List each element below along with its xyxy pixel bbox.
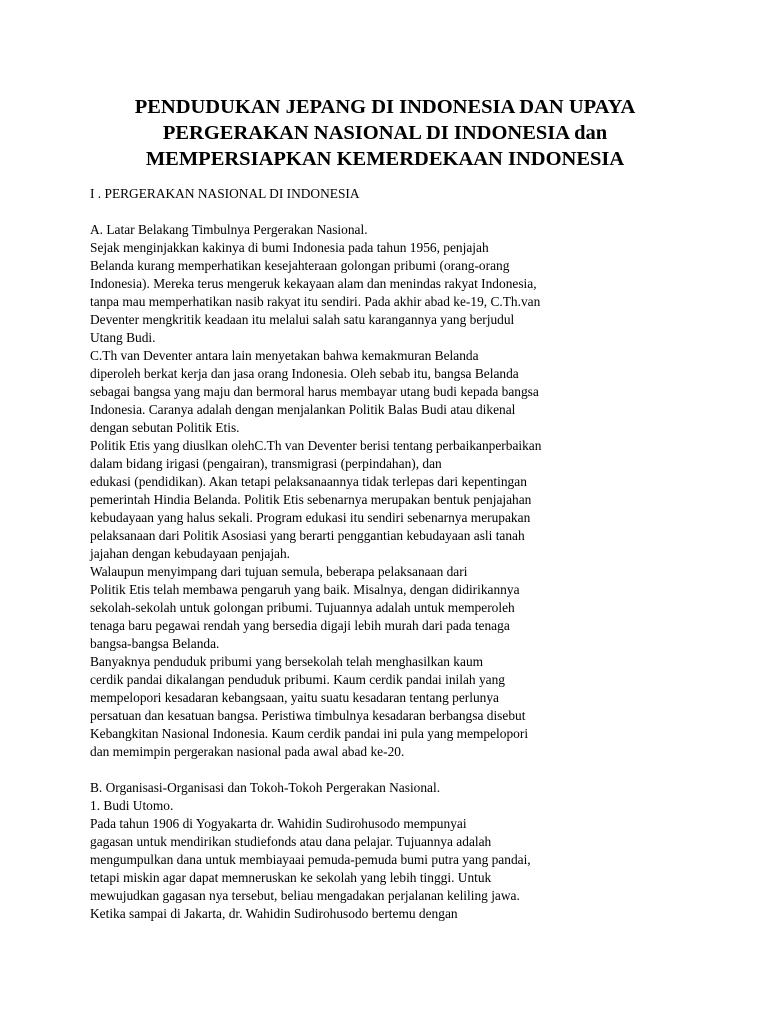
text-line: mengumpulkan dana untuk membiayaai pemuda-pemuda bumi putra yang pandai,: [90, 852, 531, 867]
text-line: persatuan dan kesatuan bangsa. Peristiwa timbulnya kesadaran berbangsa disebut: [90, 708, 526, 723]
section-a-text: [90, 239, 710, 761]
text-line: Sejak menginjakkan kakinya di bumi Indonesia pada tahun 1956, penjajah: [90, 240, 489, 255]
text-line: sebagai bangsa yang maju dan bermoral harus membayar utang budi kepada bangsa: [90, 384, 539, 399]
title-line: PENDUDUKAN JEPANG DI INDONESIA DAN UPAYA: [134, 96, 636, 118]
text-line: mewujudkan gagasan nya tersebut, beliau mengadakan perjalanan keliling jawa.: [90, 888, 520, 903]
text-line: Belanda kurang memperhatikan kesejahteraan golongan pribumi (orang-orang: [90, 258, 510, 273]
text-line: Banyaknya penduduk pribumi yang bersekolah telah menghasilkan kaum: [90, 654, 484, 669]
text-line: dengan sebutan Politik Etis.: [90, 420, 240, 435]
text-line: tenaga baru pegawai rendah yang bersedia digaji lebih murah dari pada tenaga: [90, 618, 510, 633]
text-line: Utang Budi.: [90, 330, 156, 345]
document-title: [60, 94, 710, 172]
section-a-heading: A. Latar Belakang Timbulnya Pergerakan Nasional.: [90, 222, 368, 237]
section-b-heading: B. Organisasi-Organisasi dan Tokoh-Tokoh Pergerakan Nasional.: [90, 780, 441, 795]
text-line: Indonesia. Caranya adalah dengan menjalankan Politik Balas Budi atau dikenal: [90, 402, 516, 417]
document-body: [90, 185, 710, 923]
section-b-subheading: 1. Budi Utomo.: [90, 798, 174, 813]
text-line: dan memimpin pergerakan nasional pada awal abad ke-20.: [90, 744, 405, 759]
text-line: Deventer mengkritik keadaan itu melalui salah satu karangannya yang berjudul: [90, 312, 515, 327]
text-line: Kebangkitan Nasional Indonesia. Kaum cerdik pandai ini pula yang mempelopori: [90, 726, 529, 741]
text-line: Ketika sampai di Jakarta, dr. Wahidin Sudirohusodo bertemu dengan: [90, 906, 458, 921]
text-line: jajahan dengan kebudayaan penjajah.: [90, 546, 291, 561]
title-line: MEMPERSIAPKAN KEMERDEKAAN INDONESIA: [145, 148, 625, 170]
text-line: Pada tahun 1906 di Yogyakarta dr. Wahidin Sudirohusodo mempunyai: [90, 816, 467, 831]
text-line: tanpa mau memperhatikan nasib rakyat itu sendiri. Pada akhir abad ke-19, C.Th.van: [90, 294, 541, 309]
text-line: pemerintah Hindia Belanda. Politik Etis sebenarnya merupakan bentuk penjajahan: [90, 492, 532, 507]
text-line: tetapi miskin agar dapat memneruskan ke sekolah yang lebih tinggi. Untuk: [90, 870, 492, 885]
text-line: pelaksanaan dari Politik Asosiasi yang berarti penggantian kebudayaan asli tanah: [90, 528, 525, 543]
text-line: Politik Etis yang diuslkan olehC.Th van Deventer berisi tentang perbaikanperbaikan: [90, 438, 542, 453]
text-line: Walaupun menyimpang dari tujuan semula, beberapa pelaksanaan dari: [90, 564, 468, 579]
section-heading-1: I . PERGERAKAN NASIONAL DI INDONESIA: [90, 186, 360, 201]
text-line: mempelopori kesadaran kebangsaan, yaitu suatu kesadaran tentang perlunya: [90, 690, 500, 705]
text-line: sekolah-sekolah untuk golongan pribumi. Tujuannya adalah untuk memperoleh: [90, 600, 515, 615]
text-line: Politik Etis telah membawa pengaruh yang baik. Misalnya, dengan didirikannya: [90, 582, 520, 597]
text-line: gagasan untuk mendirikan studiefonds atau dana pelajar. Tujuannya adalah: [90, 834, 492, 849]
title-line: PERGERAKAN NASIONAL DI INDONESIA dan: [162, 122, 608, 144]
text-line: dalam bidang irigasi (pengairan), transmigrasi (perpindahan), dan: [90, 456, 442, 471]
text-line: diperoleh berkat kerja dan jasa orang Indonesia. Oleh sebab itu, bangsa Belanda: [90, 366, 519, 381]
text-line: C.Th van Deventer antara lain menyetakan bahwa kemakmuran Belanda: [90, 348, 479, 363]
text-line: Indonesia). Mereka terus mengeruk kekayaan alam dan menindas rakyat Indonesia,: [90, 276, 537, 291]
text-line: edukasi (pendidikan). Akan tetapi pelaksanaannya tidak terlepas dari kepentingan: [90, 474, 527, 489]
text-line: bangsa-bangsa Belanda.: [90, 636, 220, 651]
paragraph-gap: [90, 761, 710, 779]
paragraph-gap: [90, 203, 710, 221]
text-line: cerdik pandai dikalangan penduduk pribumi. Kaum cerdik pandai inilah yang: [90, 672, 505, 687]
section-b-text: [90, 815, 710, 923]
text-line: kebudayaan yang halus sekali. Program edukasi itu sendiri sebenarnya merupakan: [90, 510, 531, 525]
